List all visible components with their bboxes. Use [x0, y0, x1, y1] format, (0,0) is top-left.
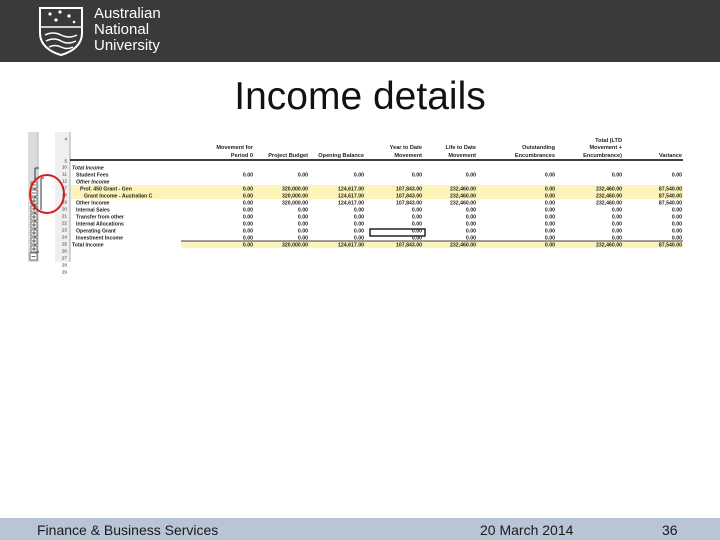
row-label: Grant Income - Australian C	[84, 193, 153, 200]
row-highlight	[71, 192, 683, 199]
cell-value[interactable]: 0.00	[671, 214, 682, 221]
cell-value[interactable]: 124,617.00	[338, 186, 364, 193]
column-header	[583, 138, 623, 159]
cell-value[interactable]: 0.00	[297, 214, 308, 221]
row-number: 21	[61, 213, 67, 219]
cell-value[interactable]: 0.00	[465, 172, 476, 179]
cell-value[interactable]: 232,460.00	[450, 242, 476, 249]
cell-value[interactable]: 232,460.00	[450, 200, 476, 207]
table-row	[76, 207, 682, 213]
column-header-text: Total (LTD	[595, 138, 622, 144]
row-number: 4	[64, 136, 67, 142]
row-number: 26	[61, 248, 67, 254]
column-header-text: Movement	[448, 153, 476, 159]
cell-value[interactable]: 87,540.00	[658, 200, 682, 207]
cell-value[interactable]: 0.00	[411, 221, 422, 228]
row-number: 5	[64, 158, 67, 164]
cell-value[interactable]: 0.00	[242, 228, 253, 235]
column-header-text: Variance	[658, 153, 682, 159]
table-row	[76, 221, 682, 227]
row-number: 17	[61, 185, 67, 191]
footer-page-number: 36	[662, 522, 678, 538]
brand-line-2: National	[94, 21, 150, 38]
column-header-text: Project Budget	[268, 153, 308, 159]
row-label: Other Income	[76, 179, 110, 186]
cell-value[interactable]: 0.00	[353, 172, 364, 179]
row-number: 19	[61, 199, 67, 205]
column-header-text: Encumbrances	[514, 153, 555, 159]
column-header-text: Opening Balance	[318, 153, 364, 159]
row-highlight	[71, 185, 683, 192]
row-label: Operating Grant	[76, 228, 116, 235]
cell-value[interactable]: 0.00	[671, 221, 682, 228]
cell-value[interactable]: 0.00	[611, 207, 622, 214]
cell-value[interactable]: 0.00	[611, 228, 622, 235]
column-header	[446, 145, 477, 159]
column-header	[216, 145, 253, 159]
cell-value[interactable]: 107,843.00	[396, 186, 422, 193]
cell-value[interactable]: 0.00	[671, 235, 682, 242]
cell-value[interactable]: 0.00	[242, 235, 253, 242]
row-label: Student Fees	[76, 172, 109, 179]
column-header-text: Outstanding	[522, 145, 555, 151]
cell-value[interactable]: 0.00	[297, 221, 308, 228]
table-row	[76, 200, 682, 206]
cell-value[interactable]: 0.00	[297, 228, 308, 235]
cell-value[interactable]: 87,540.00	[658, 242, 682, 249]
cell-value[interactable]: 0.00	[544, 214, 555, 221]
row-number: 11	[62, 171, 67, 177]
cell-value[interactable]: 0.00	[242, 193, 253, 200]
cell-value[interactable]: 0.00	[353, 207, 364, 214]
cell-value[interactable]: 0.00	[465, 228, 476, 235]
cell-value[interactable]: 0.00	[411, 207, 422, 214]
cell-value[interactable]: 0.00	[465, 207, 476, 214]
table-row	[76, 214, 682, 220]
cell-value[interactable]: 0.00	[353, 221, 364, 228]
cell-value[interactable]: 87,540.00	[658, 193, 682, 200]
cell-value[interactable]: 0.00	[297, 172, 308, 179]
cell-value[interactable]: 124,617.00	[338, 193, 364, 200]
row-number: 28	[61, 262, 67, 268]
anu-crest-icon	[36, 5, 86, 57]
cell-value[interactable]: 0.00	[411, 214, 422, 221]
cell-value[interactable]: 124,617.00	[338, 242, 364, 249]
column-header-text: Movement for	[216, 145, 253, 151]
column-header-text: Movement	[394, 153, 422, 159]
table-row	[76, 179, 110, 185]
cell-value[interactable]: 0.00	[242, 242, 253, 249]
cell-value[interactable]: 320,000.00	[282, 193, 308, 200]
cell-value[interactable]: 0.00	[297, 235, 308, 242]
cell-value[interactable]: 0.00	[671, 172, 682, 179]
cell-value[interactable]: 0.00	[544, 221, 555, 228]
cell-value[interactable]: 0.00	[544, 193, 555, 200]
cell-value[interactable]: 0.00	[411, 235, 422, 242]
column-header-text: Movement +	[589, 145, 622, 151]
column-header-text: Life to Date	[445, 145, 476, 151]
cell-value[interactable]: 320,000.00	[282, 186, 308, 193]
cell-value[interactable]: 0.00	[465, 221, 476, 228]
row-number: 20	[61, 206, 67, 212]
row-label: Internal Allocations	[76, 221, 124, 228]
row-number: 23	[61, 227, 67, 233]
table-row	[76, 172, 682, 178]
cell-value[interactable]: 0.00	[411, 228, 422, 235]
cell-value[interactable]: 0.00	[353, 235, 364, 242]
row-label: Other Income	[76, 200, 110, 207]
cell-value[interactable]: 232,460.00	[596, 186, 622, 193]
cell-value[interactable]: 0.00	[671, 228, 682, 235]
spreadsheet-screenshot	[28, 132, 686, 275]
cell-value[interactable]: 232,460.00	[596, 242, 622, 249]
row-number: 10	[61, 164, 67, 170]
cell-value[interactable]: 0.00	[465, 235, 476, 242]
cell-value[interactable]: 124,617.00	[338, 200, 364, 207]
cell-value[interactable]: 232,460.00	[450, 193, 476, 200]
row-number: 29	[61, 269, 67, 275]
cell-value[interactable]: 107,843.00	[396, 242, 422, 249]
cell-value[interactable]: 0.00	[544, 186, 555, 193]
row-number: 18	[61, 192, 67, 198]
cell-value[interactable]: 0.00	[242, 214, 253, 221]
cell-value[interactable]: 0.00	[242, 207, 253, 214]
column-header	[318, 153, 364, 159]
cell-value[interactable]: 0.00	[353, 228, 364, 235]
cell-value[interactable]: 232,460.00	[596, 200, 622, 207]
cell-value[interactable]: 0.00	[544, 172, 555, 179]
cell-value[interactable]: 107,843.00	[396, 200, 422, 207]
row-label: Prof. 450 Grant - Gen	[80, 186, 132, 193]
cell-value[interactable]: 0.00	[242, 200, 253, 207]
cell-value[interactable]: 0.00	[544, 235, 555, 242]
row-number: 27	[61, 255, 67, 261]
cell-value[interactable]: 232,460.00	[450, 186, 476, 193]
table-row	[72, 165, 104, 171]
column-header	[659, 153, 682, 159]
column-header	[390, 145, 422, 159]
cell-value[interactable]: 0.00	[611, 214, 622, 221]
footer-bar	[0, 518, 720, 540]
cell-value[interactable]: 320,000.00	[282, 242, 308, 249]
cell-value[interactable]: 0.00	[611, 221, 622, 228]
row-number: 22	[61, 220, 67, 226]
cell-value[interactable]: 0.00	[671, 207, 682, 214]
row-label: Total Income	[72, 165, 104, 172]
footer-organisation: Finance & Business Services	[37, 522, 219, 538]
cell-value[interactable]: 320,000.00	[282, 200, 308, 207]
cell-value[interactable]: 0.00	[242, 186, 253, 193]
row-number: 25	[61, 241, 67, 247]
cell-value[interactable]: 107,843.00	[396, 193, 422, 200]
footer-date: 20 March 2014	[480, 522, 574, 538]
row-label: Investment Income	[76, 235, 123, 242]
cell-value[interactable]: 0.00	[611, 172, 622, 179]
cell-value[interactable]: 232,460.00	[596, 193, 622, 200]
column-header-text: Year to Date	[389, 145, 422, 151]
cell-value[interactable]: 87,540.00	[658, 186, 682, 193]
cell-value[interactable]: 0.00	[465, 214, 476, 221]
brand-line-3: University	[94, 37, 160, 54]
table-row	[71, 192, 683, 199]
cell-value[interactable]: 0.00	[242, 221, 253, 228]
cell-value[interactable]: 0.00	[544, 228, 555, 235]
column-header-text: Period 0	[230, 153, 253, 159]
cell-value[interactable]: 0.00	[297, 207, 308, 214]
table-row	[71, 185, 683, 192]
cell-value[interactable]: 0.00	[544, 242, 555, 249]
column-header-text: Encumbrance)	[583, 153, 622, 159]
column-header	[268, 153, 308, 159]
cell-value[interactable]: 0.00	[242, 172, 253, 179]
cell-value[interactable]: 0.00	[411, 172, 422, 179]
slide-title: Income details	[234, 75, 486, 118]
row-label: Total Income	[72, 242, 104, 249]
university-logotype	[94, 6, 161, 54]
column-header	[515, 145, 556, 159]
row-number: 24	[61, 234, 67, 240]
table-row	[72, 241, 683, 248]
brand-line-1: Australian	[94, 5, 161, 22]
cell-value[interactable]: 0.00	[611, 235, 622, 242]
cell-value[interactable]: 0.00	[544, 207, 555, 214]
outline-bracket-inner	[41, 178, 44, 210]
cell-value[interactable]: 0.00	[353, 214, 364, 221]
header-bar	[0, 0, 720, 62]
row-label: Transfer from other	[76, 214, 124, 221]
row-number: 12	[61, 178, 67, 184]
cell-value[interactable]: 0.00	[544, 200, 555, 207]
row-label: Internal Sales	[76, 207, 110, 214]
